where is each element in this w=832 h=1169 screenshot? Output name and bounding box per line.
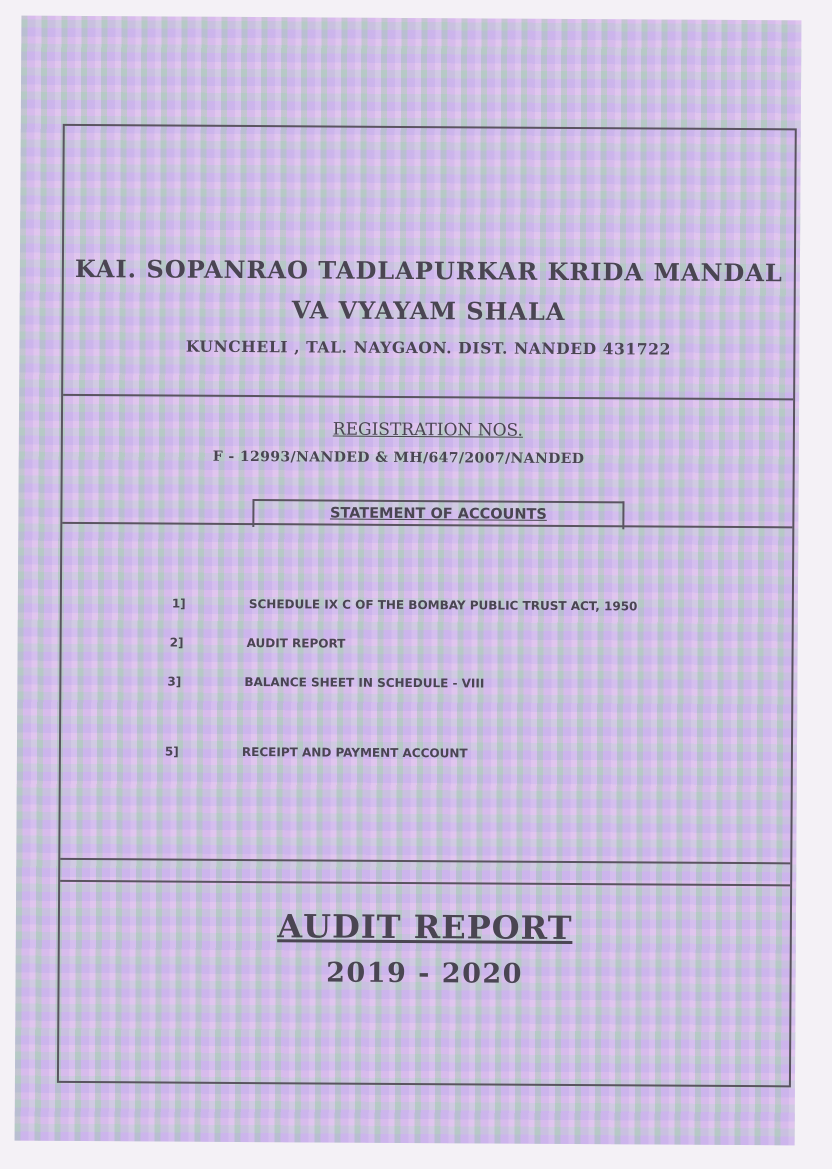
list-item-label: SCHEDULE IX C OF THE BOMBAY PUBLIC TRUST ACT, 1950: [248, 597, 638, 614]
audit-report-title: AUDIT REPORT: [277, 907, 573, 948]
organization-name-line2: VA VYAYAM SHALA: [291, 295, 566, 326]
divider-header: [63, 394, 793, 400]
list-item-label: RECEIPT AND PAYMENT ACCOUNT: [241, 744, 468, 761]
registration-heading: REGISTRATION NOS.: [332, 419, 524, 441]
list-item-label: BALANCE SHEET IN SCHEDULE - VIII: [244, 675, 485, 691]
registration-numbers: F - 12993/NANDED & MH/647/2007/NANDED: [212, 448, 585, 468]
list-item-number: 2]: [169, 635, 184, 650]
list-item-number: 3]: [167, 674, 182, 689]
organization-name-line1: KAI. SOPANRAO TADLAPURKAR KRIDA MANDAL: [74, 253, 783, 288]
list-item-number: 1]: [171, 596, 186, 611]
audit-report-year: 2019 - 2020: [326, 957, 524, 990]
list-item-number: 5]: [164, 744, 179, 759]
divider-footer-top: [60, 858, 790, 864]
divider-footer-bottom: [60, 880, 790, 886]
outer-frame: [57, 124, 797, 1087]
statement-heading: STATEMENT OF ACCOUNTS: [329, 505, 547, 523]
list-item-label: AUDIT REPORT: [246, 636, 346, 651]
organization-address: KUNCHELI , TAL. NAYGAON. DIST. NANDED 431722: [185, 336, 672, 359]
document-page: [15, 16, 802, 1146]
